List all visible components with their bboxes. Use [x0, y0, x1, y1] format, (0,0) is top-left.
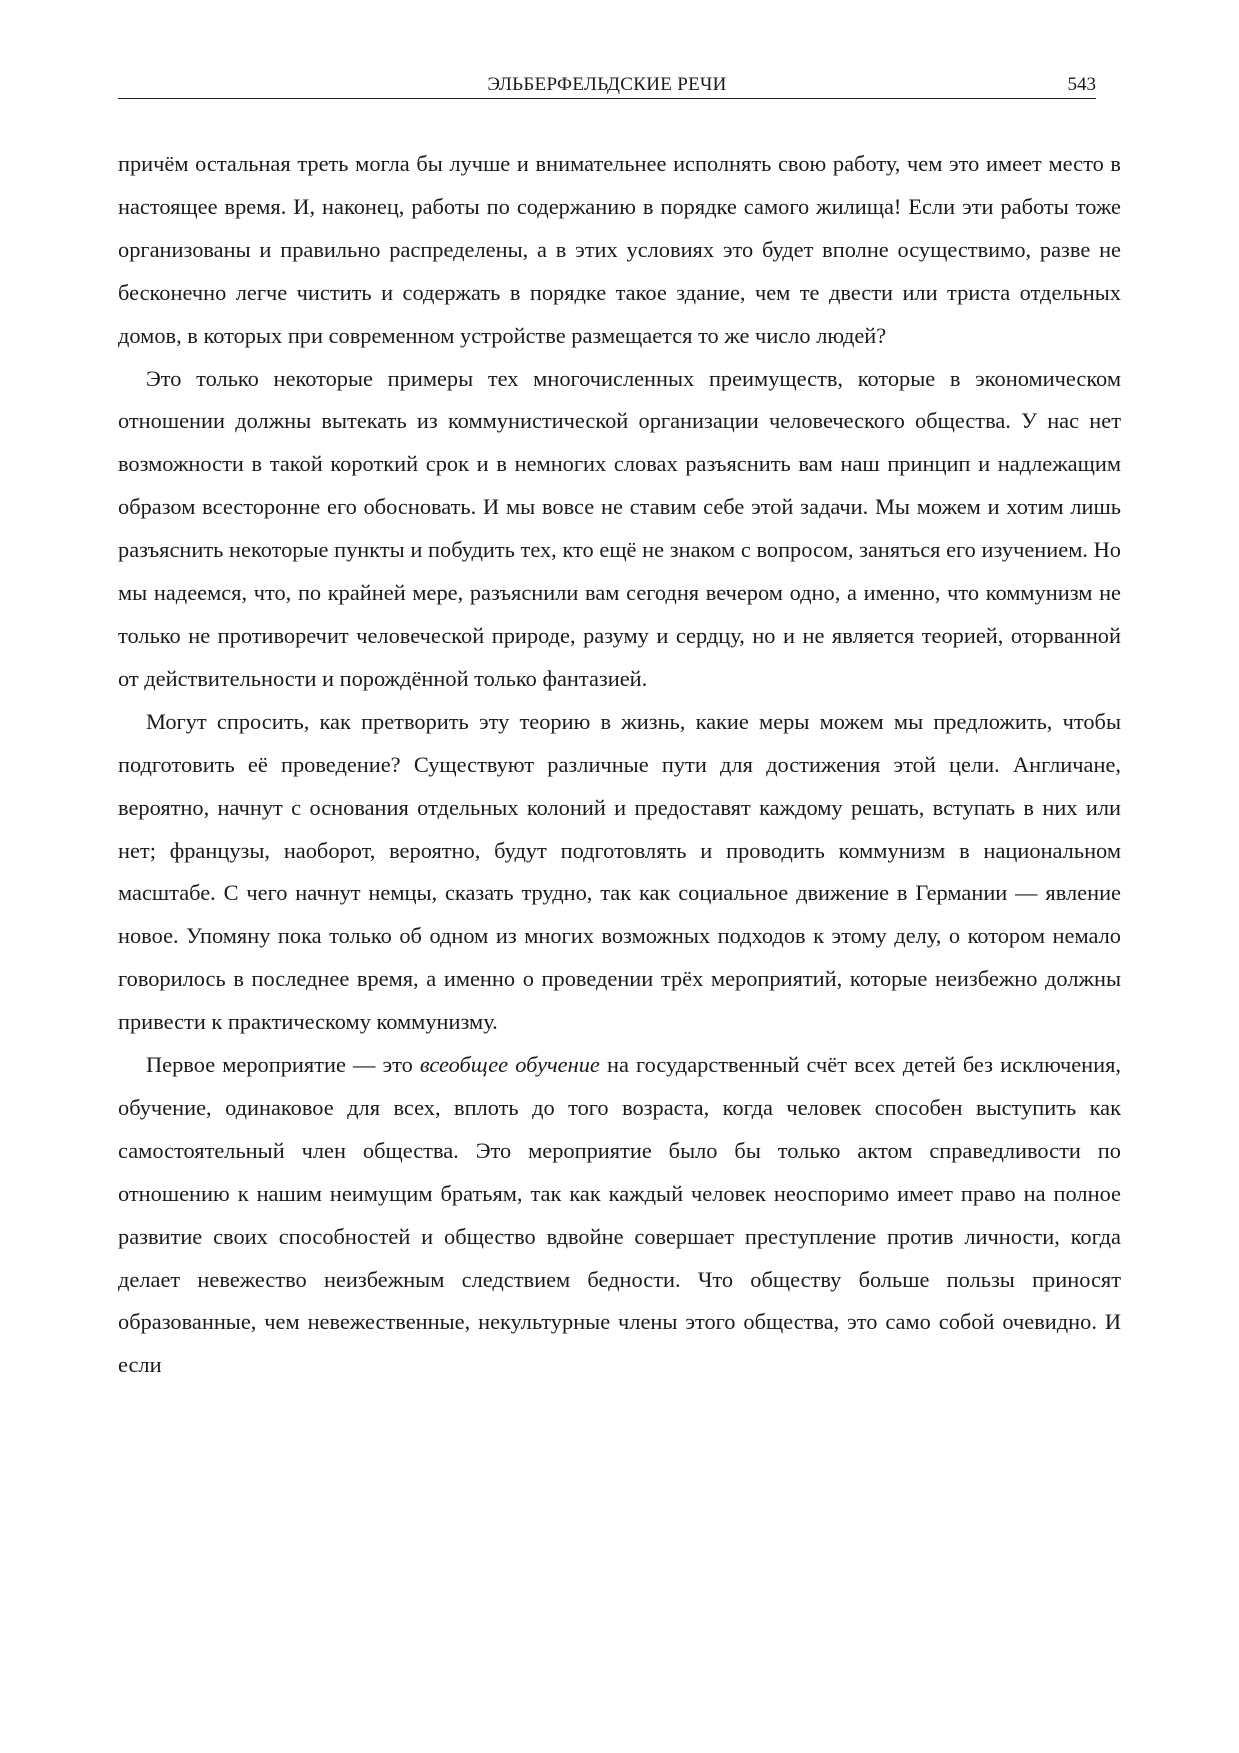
emphasized-term: всеобщее обучение — [419, 1052, 600, 1078]
paragraph-4 — [118, 1044, 1121, 1387]
body-text — [118, 143, 1121, 1387]
paragraph-4-rest: на государственный счёт всех детей без исключения, обучение, одинаковое для всех, вплоть до того возраста, когда человек способен выступить как самостоятельный член общества. Это мероприятие было бы только актом справедливости по отношению к нашим неимущим братьям, так как каждый человек неоспоримо имеет право на полное развитие своих способностей и общество вдвойне совершает преступление против личности, когда делает невежество неизбежным следствием бедности. Что обществу больше пользы приносят образованные, чем невежественные, некультурные члены этого общества, это само собой очевидно. И если — [118, 1052, 1121, 1378]
paragraph-1: причём остальная треть могла бы лучше и внимательнее исполнять свою работу, чем это имеет место в настоящее время. И, наконец, работы по содержанию в порядке самого жилища! Если эти работы тоже организованы и правильно распределены, а в этих условиях это будет вполне осуществимо, разве не бесконечно легче чистить и содержать в порядке такое здание, чем те двести или триста отдельных домов, в которых при современном устройстве размещается то же число людей? — [118, 151, 1121, 348]
running-title: ЭЛЬБЕРФЕЛЬДСКИЕ РЕЧИ — [487, 74, 727, 95]
paragraph-4-lead: Первое мероприятие — это — [146, 1052, 420, 1078]
paragraph-3: Могут спросить, как претворить эту теорию в жизнь, какие меры можем мы предложить, чтобы подготовить её проведение? Существуют различные пути для достижения этой цели. Англичане, вероятно, начнут с основания отдельных колоний и предоставят каждому решать, вступать в них или нет; французы, наоборот, вероятно, будут подготовлять и проводить коммунизм в национальном масштабе. С чего начнут немцы, сказать трудно, так как социальное движение в Германии — явление новое. Упомяну пока только об одном из многих возможных подходов к этому делу, о котором немало говорилось в последнее время, а именно о проведении трёх мероприятий, которые неизбежно должны привести к практическому коммунизму. — [118, 708, 1121, 1035]
page-number: 543 — [1067, 74, 1096, 95]
page-header — [118, 72, 1096, 99]
paragraph-2: Это только некоторые примеры тех многочисленных преимуществ, которые в экономическом отношении должны вытекать из коммунистической организации человеческого общества. У нас нет возможности в такой короткий срок и в немногих словах разъяснить вам наш принцип и надлежащим образом всесторонне его обосновать. И мы вовсе не ставим себе этой задачи. Мы можем и хотим лишь разъяснить некоторые пункты и побудить тех, кто ещё не знаком с вопросом, заняться его изучением. Но мы надеемся, что, по крайней мере, разъяснили вам сегодня вечером одно, а именно, что коммунизм не только не противоречит человеческой природе, разуму и сердцу, но и не является теорией, оторванной от действительности и порождённой только фантазией. — [118, 365, 1121, 691]
